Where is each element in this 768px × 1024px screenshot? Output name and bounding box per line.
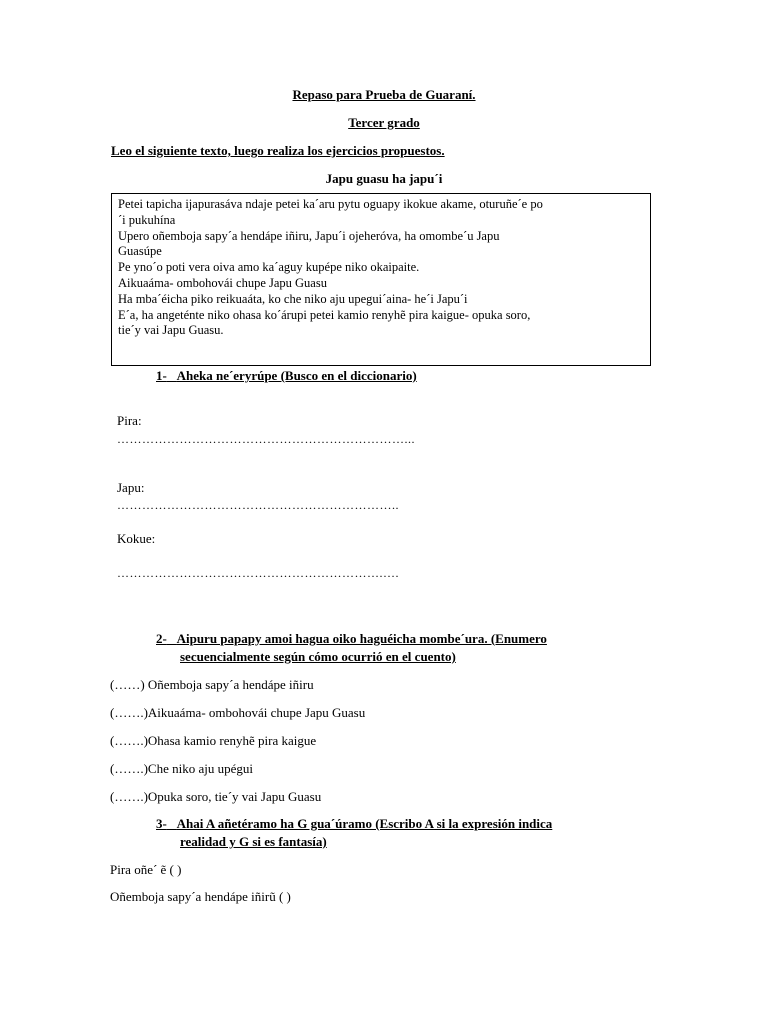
sequence-item: (……) Oñemboja sapy´a hendápe iñiru (110, 677, 314, 692)
story-line: Aikuaáma- ombohovái chupe Japu Guasu (118, 275, 327, 290)
document-title: Repaso para Prueba de Guaraní. (292, 87, 476, 102)
grade-label: Tercer grado (348, 115, 420, 130)
story-line: Pe yno´o poti vera oiva amo ka´aguy kupépe niko okaipaite. (118, 260, 420, 275)
sequence-item: (…….)Opuka soro, tie´y vai Japu Guasu (110, 789, 322, 804)
story-line: Upero oñemboja sapy´a hendápe iñiru, Japu´i ojeheróva, ha omombe´u Japu (118, 228, 500, 243)
question2-text-line2: secuencialmente según cómo ocurrió en el cuento) (180, 649, 456, 664)
story-line: tie´y vai Japu Guasu. (118, 323, 224, 338)
question2-number: 2- (156, 631, 167, 646)
instruction-text: Leo el siguiente texto, luego realiza los ejercicios propuestos. (111, 143, 445, 158)
question2-heading (156, 631, 547, 647)
story-line: Guasúpe (118, 244, 162, 259)
story-line: ´i pukuhína (118, 212, 176, 227)
vocab-label-japu: Japu: (117, 480, 145, 495)
answer-line-kokue[interactable]: ……………………………………………………….…. (117, 566, 399, 580)
story-line: Ha mba´éicha piko reikuaáta, ko che niko aju upegui´aina- he´i Japu´i (118, 291, 468, 306)
fact-fantasy-item: Pira oñe´ ẽ ( ) (110, 862, 182, 877)
answer-line-pira[interactable]: ……………………………………………………………... (117, 432, 415, 446)
story-line: Petei tapicha ijapurasáva ndaje petei ka´aru pytu oguapy ikokue akame, oturuñe´e po (118, 197, 543, 211)
sequence-item: (…….)Ohasa kamio renyhẽ pira kaigue (110, 733, 317, 748)
question3-number: 3- (156, 816, 167, 831)
question1-number: 1- (156, 368, 167, 383)
story-box (111, 193, 651, 366)
story-title: Japu guasu ha japu´i (325, 171, 443, 186)
vocab-label-kokue: Kokue: (117, 531, 156, 546)
question3-text-line1: Ahai A añetéramo ha G gua´úramo (Escribo A si la expresión indica (176, 816, 553, 831)
sequence-item: (…….)Aikuaáma- ombohovái chupe Japu Guasu (110, 705, 366, 720)
question2-text-line1: Aipuru papapy amoi hagua oiko haguéicha mombe´ura. (Enumero (176, 631, 547, 646)
vocab-label-pira: Pira: (117, 413, 142, 428)
story-line: E´a, ha angeténte niko ohasa ko´árupi petei kamio renyhẽ pira kaigue- opuka soro, (118, 307, 531, 322)
question1-text: Aheka ne´eryrúpe (Busco en el diccionario) (176, 368, 417, 383)
question1-heading (156, 368, 417, 384)
fact-fantasy-item: Oñemboja sapy´a hendápe iñirũ ( ) (110, 889, 291, 904)
sequence-item: (…….)Che niko aju upégui (110, 761, 253, 776)
question3-text-line2: realidad y G si es fantasía) (180, 834, 327, 849)
answer-line-japu[interactable]: ………………………………………………………….. (117, 498, 399, 512)
question3-heading (156, 816, 552, 832)
